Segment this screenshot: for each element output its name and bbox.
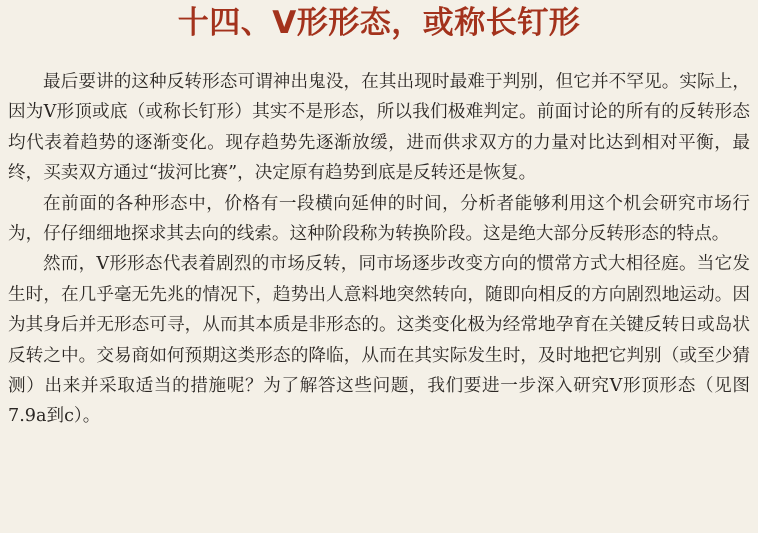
paragraph-1: 最后要讲的这种反转形态可谓神出鬼没，在其出现时最难于判别，但它并不罕见。实际上，因为V形顶或底（或称长钉形）其实不是形态，所以我们极难判定。前面讨论的所有的反转形态均代表着趋势的逐渐变化。现存趋势先逐渐放缓，进而供求双方的力量对比达到相对平衡，最终，买卖双方通过“拔河比赛”，决定原有趋势到底是反转还是恢复。 xyxy=(8,72,750,184)
paragraph-2: 在前面的各种形态中，价格有一段横向延伸的时间，分析者能够利用这个机会研究市场行为，仔仔细细地探求其去向的线索。这种阶段称为转换阶段。这是绝大部分反转形态的特点。 xyxy=(8,193,750,245)
paragraph-3: 然而，V形形态代表着剧烈的市场反转，同市场逐步改变方向的惯常方式大相径庭。当它发生时，在几乎毫无先兆的情况下，趋势出人意料地突然转向，随即向相反的方向剧烈地运动。因为其身后并无形态可寻，从而其本质是非形态的。这类变化极为经常地孕育在关键反转日或岛状反转之中。交易商如何预期这类形态的降临，从而在其实际发生时，及时地把它判别（或至少猜测）出来并采取适当的措施呢？为了解答这些问题，我们要进一步深入研究V形顶形态（见图7.9a到c）。 xyxy=(8,254,750,427)
section-title: 十四、V形形态，或称长钉形 xyxy=(177,5,581,41)
body-text xyxy=(8,67,750,432)
